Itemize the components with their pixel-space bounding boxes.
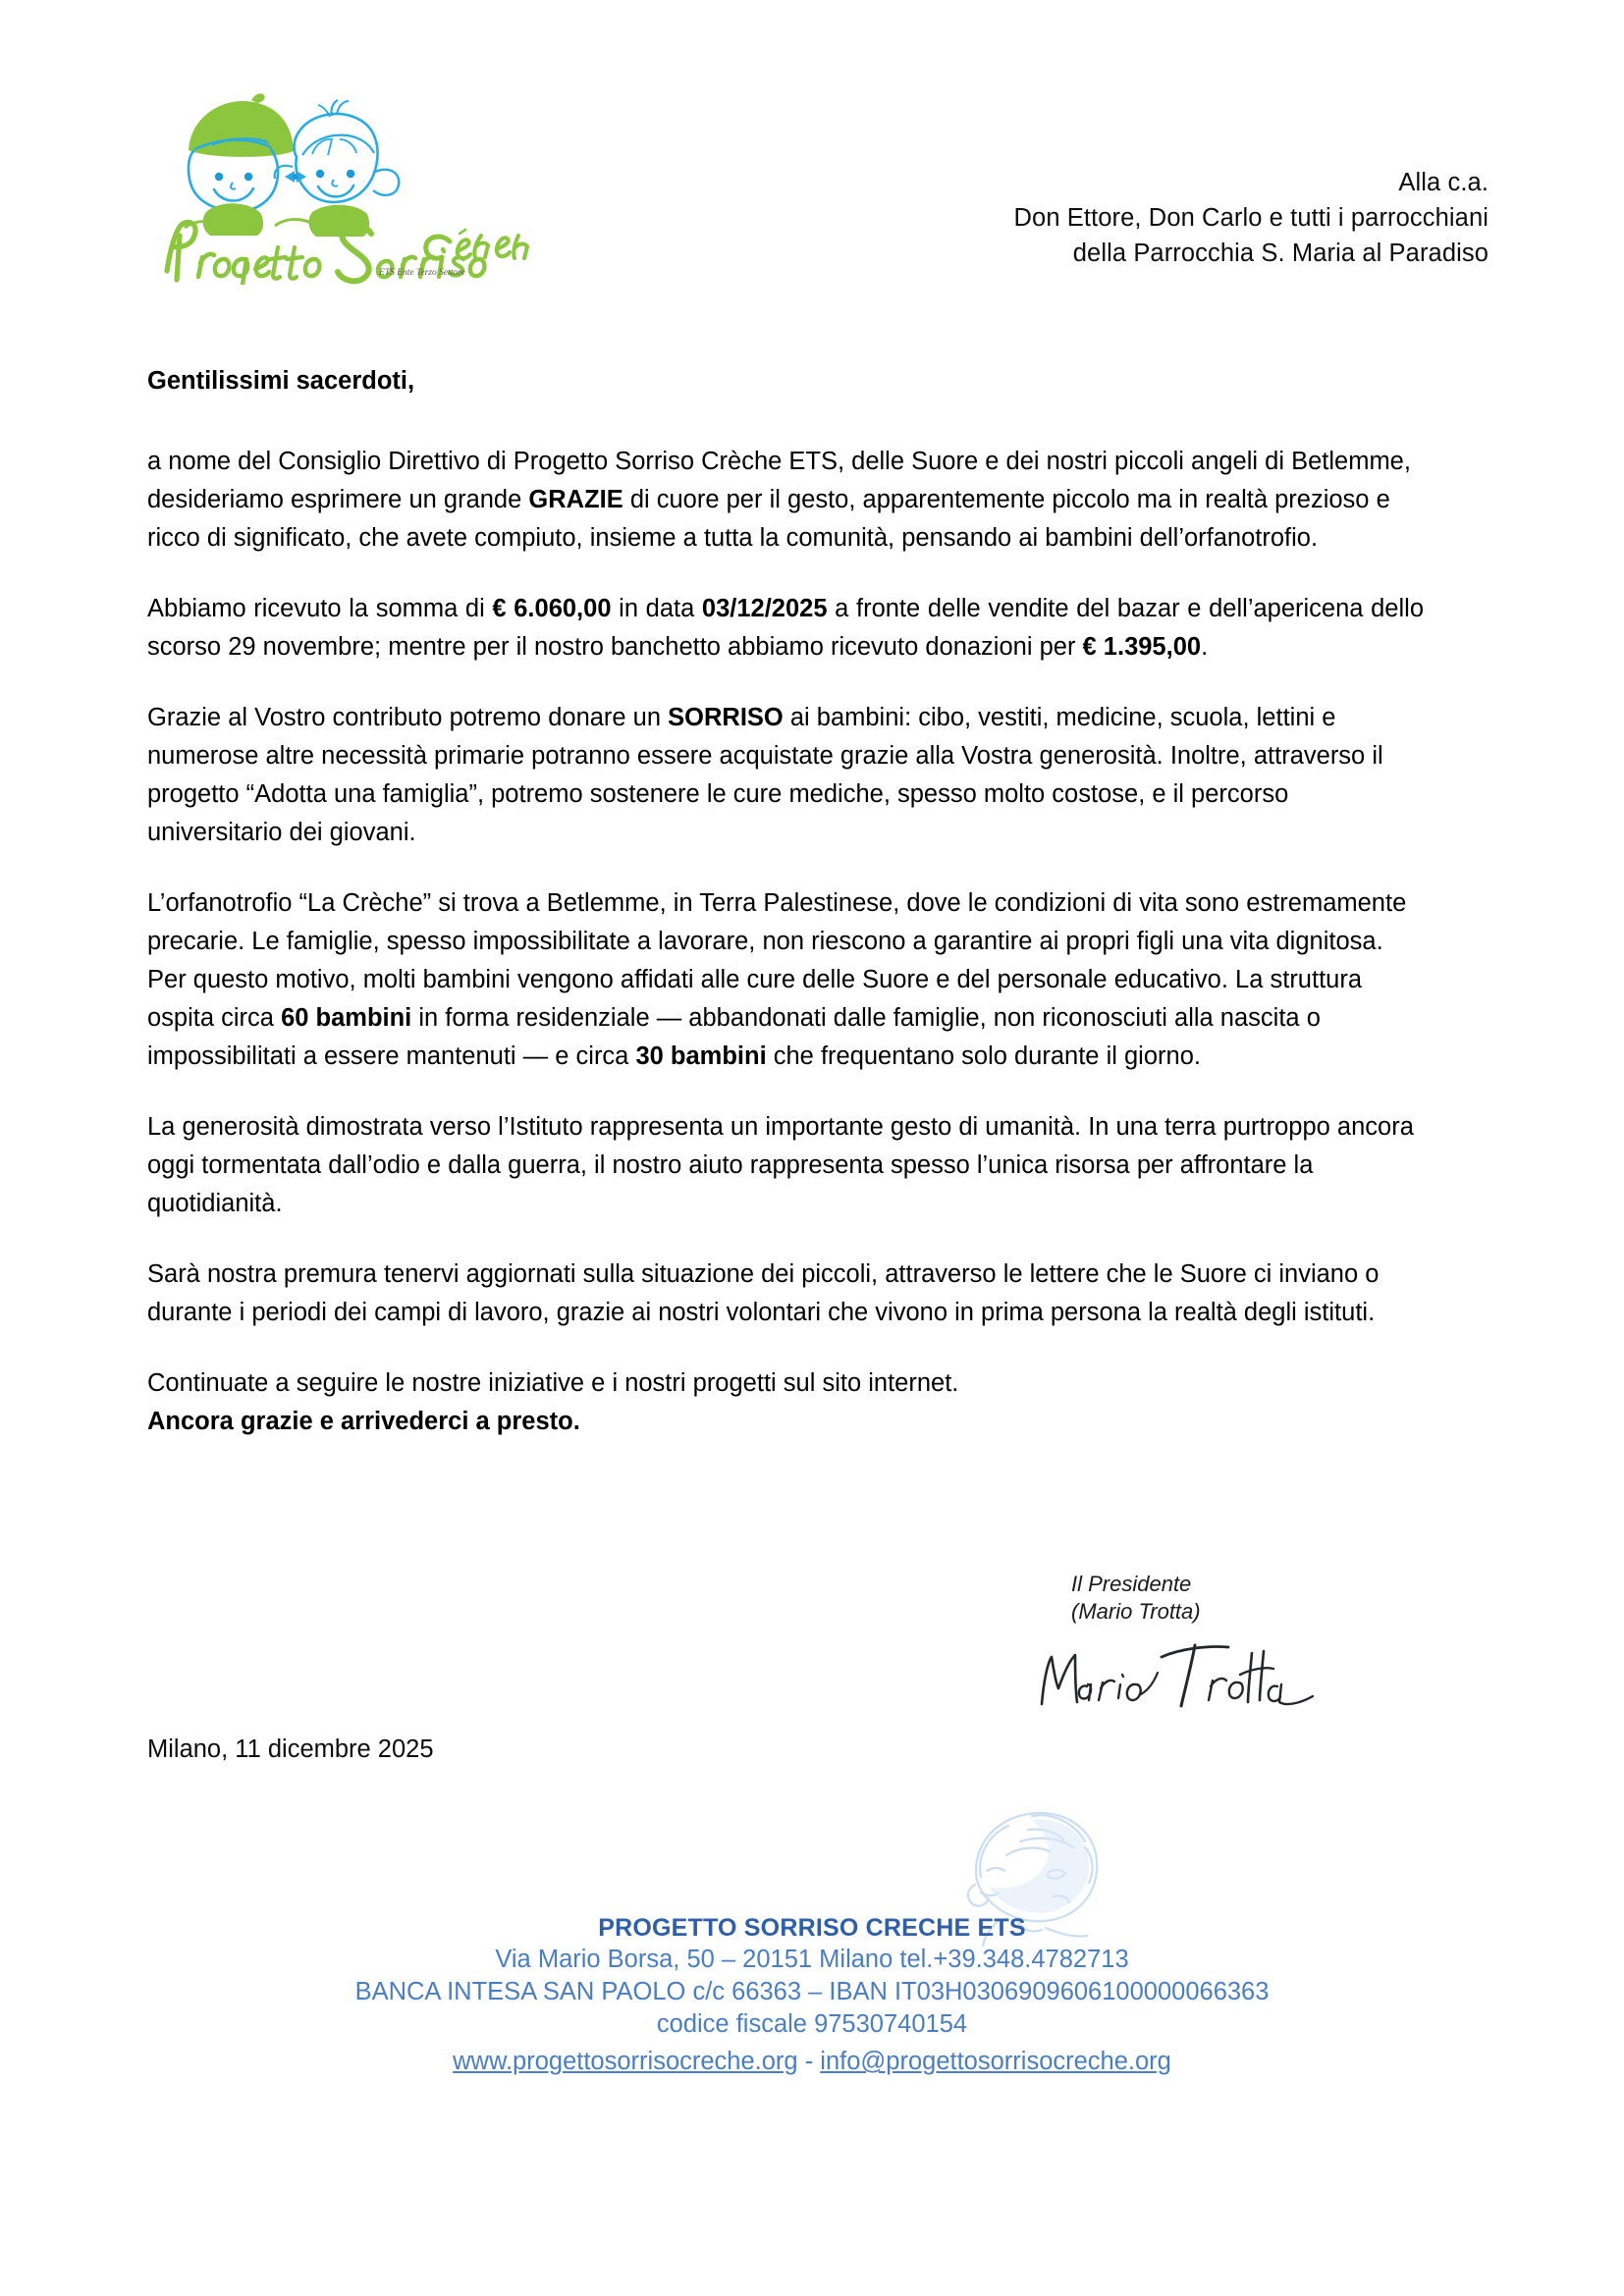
website-link[interactable]: www.progettosorrisocreche.org <box>453 2048 798 2076</box>
emphasis-text: 03/12/2025 <box>701 595 828 623</box>
signature-name: (Mario Trotta) <box>1071 1599 1201 1625</box>
paragraph-6: Sarà nostra premura tenervi aggiornati sulla situazione dei piccoli, attraverso le lettere che le Suore ci inviano o durante i periodi dei campi di lavoro, grazie ai nostri volontari che vivono in prima persona la realtà degli istituti. <box>147 1260 1380 1327</box>
closing-line-2: Ancora grazie e arrivederci a presto. <box>147 1408 580 1436</box>
emphasis-text: 30 bambini <box>635 1042 767 1071</box>
addressee-line-3: della Parrocchia S. Maria al Paradiso <box>1072 240 1489 268</box>
paragraph-2: Abbiamo ricevuto la somma di € 6.060,00 in data 03/12/2025 a fronte delle vendite del bazar e dell’apericena dello scorso 29 novembre; mentre per il nostro banchetto abbiamo ricevuto donazioni per € 1.395,00. <box>147 595 1424 662</box>
email-link[interactable]: info@progettosorrisocreche.org <box>820 2048 1171 2076</box>
logo-tagline: ETS Ente Terzo Settore <box>379 268 465 278</box>
addressee-line-2: Don Ettore, Don Carlo e tutti i parrocchiani <box>1013 204 1489 233</box>
letter-footer <box>0 1912 1624 2080</box>
letter-header <box>0 79 1624 294</box>
emphasis-text: 60 bambini <box>281 1004 412 1033</box>
organization-logo <box>147 79 530 285</box>
signature-title: Il Presidente <box>1071 1572 1192 1596</box>
paragraph-3: Grazie al Vostro contributo potremo donare un SORRISO ai bambini: cibo, vestiti, medicine, scuola, lettini e numerose altre necessità primarie potranno essere acquistate grazie alla Vostra generosità. Inoltre, attraverso il progetto “Adotta una famiglia”, potremo sostenere le cure mediche, spesso molto costose, e il percorso universitario dei giovani. <box>147 704 1383 847</box>
handwritten-signature-icon <box>1026 1628 1350 1721</box>
two-children-logo-icon <box>147 79 530 285</box>
footer-bank: BANCA INTESA SAN PAOLO c/c 66363 – IBAN IT03H0306909606100000066363 <box>354 1978 1270 2006</box>
addressee-block <box>1014 165 1489 272</box>
emphasis-text: SORRISO <box>668 704 784 732</box>
addressee-line-1: Alla c.a. <box>1398 169 1489 196</box>
place-and-date: Milano, 11 dicembre 2025 <box>147 1735 434 1763</box>
paragraph-5: La generosità dimostrata verso l’Istituto rappresenta un importante gesto di umanità. In una terra purtroppo ancora oggi tormentata dall’odio e dalla guerra, il nostro aiuto rappresenta spesso l’unica risorsa per affrontare la quotidianità. <box>147 1113 1414 1218</box>
closing-line-1: Continuate a seguire le nostre iniziative e i nostri progetti sul sito internet. <box>147 1369 959 1398</box>
link-separator: - <box>804 2048 814 2076</box>
paragraph-1: a nome del Consiglio Direttivo di Progetto Sorriso Crèche ETS, delle Suore e dei nostri piccoli angeli di Betlemme, desideriamo esprimere un grande GRAZIE di cuore per il gesto, apparentemente piccolo ma in realtà prezioso e ricco di significato, che avete compiuto, insieme a tutta la comunità, pensando ai bambini dell’orfanotrofio. <box>147 448 1411 553</box>
signature-block <box>1016 1571 1350 1721</box>
footer-tax-code: codice fiscale 97530740154 <box>656 2010 968 2039</box>
footer-organization: PROGETTO SORRISO CRECHE ETS <box>598 1914 1026 1942</box>
emphasis-text: GRAZIE <box>528 486 623 514</box>
emphasis-text: € 1.395,00 <box>1082 633 1202 662</box>
letter-body <box>147 365 1424 1441</box>
emphasis-text: € 6.060,00 <box>492 595 612 623</box>
footer-links <box>0 2045 1624 2080</box>
paragraph-4: L’orfanotrofio “La Crèche” si trova a Betlemme, in Terra Palestinese, dove le condizioni di vita sono estremamente precarie. Le famiglie, spesso impossibilitate a lavorare, non riescono a garantire ai propri figli una vita dignitosa. Per questo motivo, molti bambini vengono affidati alle cure delle Suore e del personale educativo. La struttura ospita circa 60 bambini in forma residenziale — abbandonati dalle famiglie, non riconosciuti alla nascita o impossibilitati a essere mantenuti — e circa 30 bambini che frequentano solo durante il giorno. <box>147 889 1407 1071</box>
footer-address: Via Mario Borsa, 50 – 20151 Milano tel.+39.348.4782713 <box>495 1946 1129 1973</box>
salutation: Gentilissimi sacerdoti, <box>147 367 415 395</box>
